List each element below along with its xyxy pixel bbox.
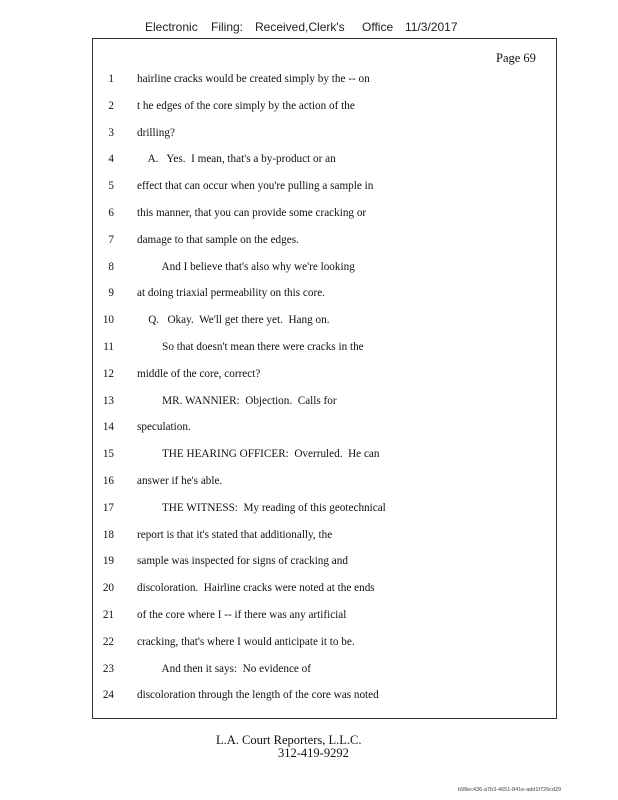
line-number: 1 <box>108 73 114 85</box>
line-text: sample was inspected for signs of cracking and <box>137 555 348 568</box>
line-number: 20 <box>102 582 114 595</box>
line-text: effect that can occur when you're pulling a sample in <box>137 180 374 193</box>
line-number: 5 <box>108 180 114 193</box>
transcript-line <box>0 125 618 152</box>
transcript-line <box>0 259 618 286</box>
line-text: A. Yes. I mean, that's a by-product or an <box>137 153 336 166</box>
line-number: 6 <box>108 206 114 219</box>
transcript-line <box>0 98 618 125</box>
transcript-line <box>0 500 618 527</box>
transcript-line <box>0 232 618 259</box>
line-number: 21 <box>102 608 114 621</box>
transcript-line <box>0 473 618 500</box>
line-text: drilling? <box>137 126 175 139</box>
line-number: 8 <box>108 260 114 273</box>
line-number: 4 <box>108 153 114 166</box>
transcript-line <box>0 661 618 688</box>
transcript-line <box>0 446 618 473</box>
transcript-line <box>0 178 618 205</box>
filing-header-word: Filing: <box>211 20 244 34</box>
line-text: cracking, that's where I would anticipate it to be. <box>137 635 355 648</box>
transcript-line <box>0 580 618 607</box>
line-number: 23 <box>102 662 114 675</box>
court-reporter-phone: 312-419-9292 <box>278 746 349 760</box>
line-number: 7 <box>108 233 114 246</box>
filing-header-office: Office <box>362 20 394 34</box>
transcript-line <box>0 607 618 634</box>
line-text: hairline cracks would be created simply by the -- on <box>137 73 370 85</box>
line-text: And then it says: No evidence of <box>137 662 311 675</box>
line-number: 11 <box>103 340 114 353</box>
line-number: 19 <box>102 555 114 568</box>
line-number: 18 <box>102 528 114 541</box>
line-text: THE HEARING OFFICER: Overruled. He can <box>137 448 380 461</box>
line-text: Q. Okay. We'll get there yet. Hang on. <box>137 314 330 327</box>
line-number: 24 <box>102 689 114 702</box>
line-number: 9 <box>108 287 114 300</box>
line-text: damage to that sample on the edges. <box>137 233 299 246</box>
transcript-line <box>0 393 618 420</box>
transcript-lines <box>0 71 618 714</box>
line-number: 13 <box>102 394 114 407</box>
line-text: answer if he's able. <box>137 474 223 487</box>
line-number: 17 <box>102 501 114 514</box>
line-text: discoloration. Hairline cracks were noted at the ends <box>137 582 375 595</box>
transcript-line <box>0 151 618 178</box>
electronic-filing-header <box>0 20 618 36</box>
line-text: THE WITNESS: My reading of this geotechnical <box>137 501 386 514</box>
line-text: And I believe that's also why we're looking <box>137 260 355 273</box>
transcript-line <box>0 205 618 232</box>
filing-header-label: Electronic <box>145 20 198 34</box>
line-number: 2 <box>108 99 114 112</box>
line-text: MR. WANNIER: Objection. Calls for <box>137 394 337 407</box>
page-number: Page 69 <box>496 51 536 65</box>
transcript-line <box>0 687 618 714</box>
line-text: this manner, that you can provide some cracking or <box>137 206 367 219</box>
transcript-line <box>0 634 618 661</box>
transcript-line <box>0 419 618 446</box>
line-text: speculation. <box>137 421 191 434</box>
line-text: at doing triaxial permeability on this core. <box>137 287 325 300</box>
transcript-line <box>0 527 618 554</box>
line-number: 12 <box>102 367 114 380</box>
line-text: report is that it's stated that additionally, the <box>137 528 333 541</box>
filing-header-received: Received,Clerk's <box>255 20 345 34</box>
line-text: of the core where I -- if there was any artificial <box>137 608 347 621</box>
line-text: So that doesn't mean there were cracks in the <box>137 340 364 353</box>
line-number: 10 <box>102 314 114 327</box>
line-number: 16 <box>102 474 114 487</box>
transcript-line <box>0 285 618 312</box>
line-text: t he edges of the core simply by the action of the <box>137 99 355 112</box>
document-id: b98ec436-a7b3-4651-841e-add1f726cd29 <box>458 787 562 793</box>
line-number: 15 <box>102 448 114 461</box>
transcript-line <box>0 312 618 339</box>
line-number: 22 <box>102 635 114 648</box>
line-text: middle of the core, correct? <box>137 367 261 380</box>
court-reporter-company: L.A. Court Reporters, L.L.C. <box>216 733 362 747</box>
transcript-line <box>0 553 618 580</box>
transcript-line <box>0 71 618 98</box>
line-text: discoloration through the length of the core was noted <box>137 689 379 702</box>
transcript-line <box>0 339 618 366</box>
filing-header-date: 11/3/2017 <box>405 20 458 34</box>
transcript-line <box>0 366 618 393</box>
line-number: 3 <box>108 126 114 139</box>
line-number: 14 <box>102 421 114 434</box>
